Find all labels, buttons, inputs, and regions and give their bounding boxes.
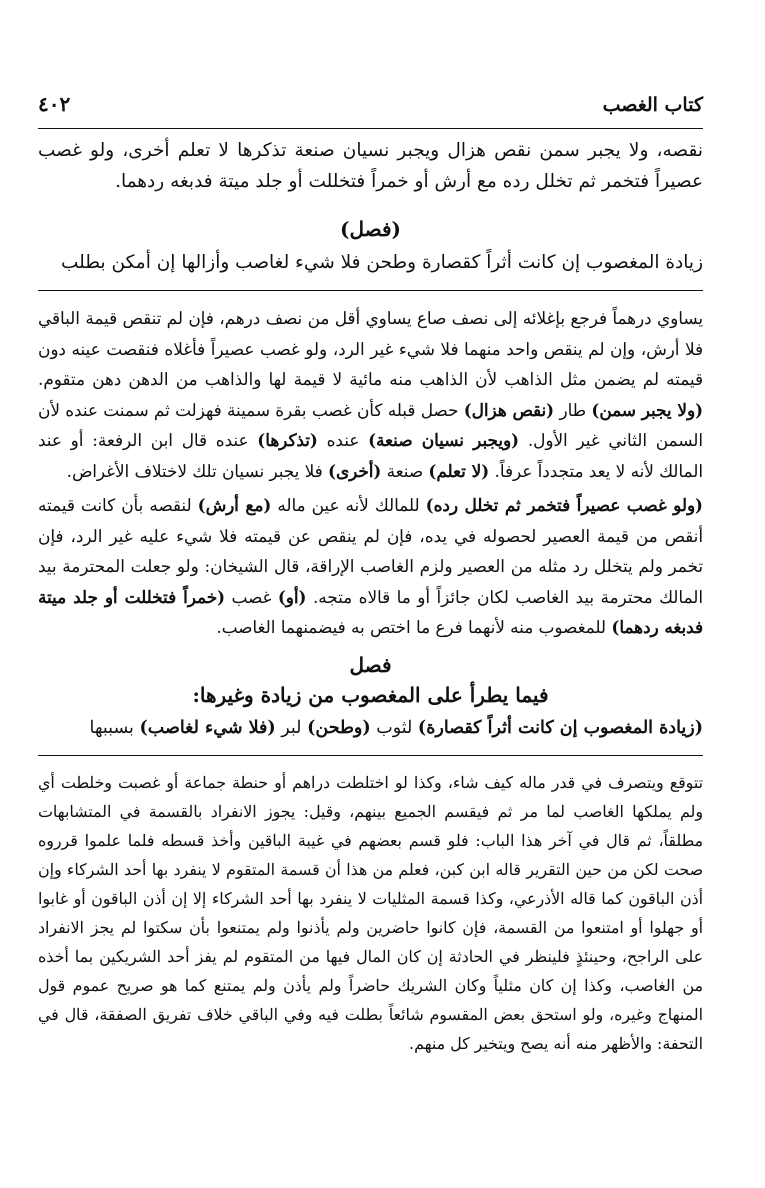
text-run: لبر: [275, 717, 308, 738]
text-run: طار: [554, 399, 592, 420]
sharh-commentary: [38, 303, 703, 643]
book-page: [38, 92, 703, 1058]
text-run: (لا تعلم): [428, 460, 490, 481]
page-number: ٤٠٢: [38, 92, 71, 116]
text-run: (نقص هزال): [463, 399, 555, 420]
sharh-paragraph-2: [38, 490, 703, 643]
text-run: فلا يجبر نسيان تلك لاختلاف الأغراض.: [66, 460, 328, 481]
page-header: [38, 92, 703, 129]
footnote-hashiya: تتوقع ويتصرف في قدر ماله كيف شاء، وكذا لو اختلطت دراهم أو حنطة جماعة أو غصبت وخلطت أي ولم يملكها الغاصب لما مر ثم فيقسم الجميع بينهم، وقيل: يجوز الانفراد بالقسمة في المتشابهات مطلقاً، ثم قال في آخر هذا الباب: فلو قسم بعضهم في غيبة الباقين وأخذ قسطه فلما علموا قرروه صحت لكن من حين التقرير قاله ابن كبن، فعلم من هذا أن قسمة المتقوم لا ينفرد بها أحد الشركاء وإن أذن الباقون كما قاله الأذرعي، وكذا قسمة المثليات لا ينفرد بها أحد الشركاء إلا إن أذن الباقون أو غابوا أو جهلوا أو امتنعوا من القسمة، فإن كانوا حاضرين ولم يأذنوا ولم يمتنعوا بأن سكتوا لم يجز الانفراد على الراجح، وحينئذٍ فلينظر في الحادثة إن كان المال فيها من المتقوم لم يفز أحد الشريكين بما أخذه من الغاصب، وكذا إن كان مثلياً وكان الشريك حاضراً ولم يأذن ولم يمتنع كما هو صريح عموم قول المنهاج وغيره، ولو استحق بعض المقسوم شائعاً بطلت فيه وفي الباقي خلاف تفريق الصفقة، قال في التحفة: والأظهر منه أنه يصح ويتخير كل منهم.: [38, 772, 703, 1053]
text-run: (زيادة المغصوب إن كانت أثراً كقصارة): [417, 717, 703, 738]
text-run: حصل قبله كأن غصب بقرة سمينة فهزلت ثم سمنت عنده لأن السمن الثاني غير الأول.: [38, 399, 703, 450]
text-run: (خمراً فتخللت أو جلد ميتة فدبغه ردهما): [38, 586, 703, 637]
fasl-lead-line: [38, 713, 703, 743]
text-run: (ويجبر نسيان صنعة): [368, 430, 520, 450]
fasl-subtitle: فيما يطرأ على المغصوب من زيادة وغيرها:: [192, 682, 549, 707]
text-run: (ولو غصب عصيراً فتخمر ثم تخلل رده): [425, 495, 703, 515]
text-run: بسببها: [89, 717, 140, 738]
text-run: للمغصوب منه لأنهما فرع ما اختص به فيضمنهما الغاصب.: [216, 617, 612, 637]
text-run: (أخرى): [328, 460, 382, 481]
footnote-divider: [38, 755, 703, 756]
text-run: صنعة: [381, 460, 429, 481]
text-run: لنقصه بأن كانت قيمته أنقص من قيمة العصير لحصوله في يده، فإن لم ينقص عن قيمته فلا شيء عليه غير الرد، فإن تخمر ولم يتخلل رد مثله من العصير ولزم الغاصب الإراقة، قال الشيخان: ولو جعلت المحترمة بيد المالك محترمة بيد الغاصب لكان جائزاً أو ما قالاه متجه.: [38, 495, 703, 607]
text-run: (فلا شيء لغاصب): [139, 717, 276, 738]
text-run: عنده قال ابن الرفعة: أو عند المالك لأنه لا يعد متجدداً عرفاً.: [38, 430, 703, 481]
text-run: (تذكرها): [257, 430, 318, 450]
text-run: (وطحن): [307, 717, 371, 738]
sharh-paragraph-1: [38, 303, 703, 486]
running-title: كتاب الغصب: [602, 94, 703, 116]
matn-fasl-heading: (فصل): [340, 217, 401, 241]
text-run: لثوب: [370, 717, 418, 738]
text-run: عنده: [317, 430, 369, 450]
matn-opening: نقصه، ولا يجبر سمن نقص هزال ويجبر نسيان صنعة تذكرها لا تعلم أخرى، ولو غصب عصيراً فتخمر ثم تخلل رده مع أرش أو خمراً فتخللت أو جلد ميتة فدبغه ردهما.: [38, 140, 703, 192]
matn-divider: [38, 290, 703, 291]
text-run: (ولا يجبر سمن): [591, 399, 704, 420]
matn-fasl-text: زيادة المغصوب إن كانت أثراً كقصارة وطحن فلا شيء لغاصب وأزالها إن أمكن بطلب: [61, 252, 703, 273]
fasl-title: فصل: [349, 652, 392, 677]
text-run: للمالك لأنه عين ماله: [271, 495, 426, 515]
text-run: غصب: [225, 586, 278, 607]
text-run: (مع أرش): [197, 495, 272, 515]
text-run: يساوي درهماً فرجع بإغلائه إلى نصف صاع يساوي أقل من نصف درهم، فإن لم تنقص قيمة الباقي فلا أرش، وإن لم ينقص واحد منهما فلا شيء غير الرد، ولو غصب عصيراً فأغلاه فنقصت عينه دون قيمته لم يضمن مثل الذاهب لأن الذاهب منه مائية لا قيمة لها والذاهب من الدهن دهن متقوم.: [38, 308, 703, 389]
text-run: (أو): [277, 586, 307, 607]
